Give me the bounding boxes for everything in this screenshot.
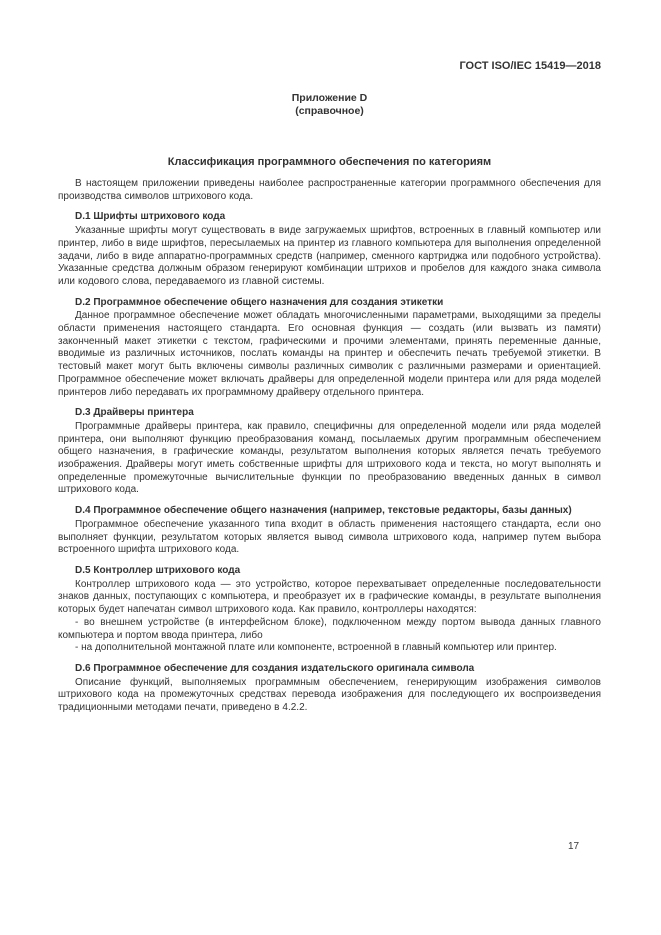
section-d5-heading: D.5 Контроллер штрихового кода (75, 564, 241, 576)
section-d5-list-item: - на дополнительной монтажной плате или компоненте, встроенной в главный компьютер или принтер. (75, 642, 557, 654)
section-d2-heading: D.2 Программное обеспечение общего назначения для создания этикетки (75, 296, 444, 308)
section-d6 (58, 663, 601, 715)
section-d6-paragraph: Описание функций, выполняемых программным обеспечением, генерирующим изображения символов штрихового кода на промежуточных средствах перевода изображения для последующего их воспроизведения традиционными методами печати, приведено в 4.2.2. (58, 676, 601, 714)
section-d2-paragraph: Данное программное обеспечение может обладать многочисленными параметрами, выходящими за пределы области применения настоящего стандарта. Его основная функция — создать (или вызвать из памяти) законченный макет этикетки с текстом, графическими и прочими элементами, принять переменные данные, вводимые из различных источников, послать команды на принтер и обеспечить печать требуемой этикетки. В тестовый макет могут быть включены символы различных символик с различными размерами и ориентацией. Программное обеспечение может включать драйверы для определенной модели принтера или для ряда моделей принтеров либо передавать их программному драйверу отдельного принтера. (58, 310, 601, 398)
standard-designation: ГОСТ ISO/IEC 15419—2018 (459, 60, 601, 72)
page-title: Классификация программного обеспечения по категориям (167, 156, 492, 168)
annex-label: Приложение D (291, 92, 368, 104)
section-d3-heading: D.3 Драйверы принтера (75, 407, 194, 419)
page-number: 17 (568, 841, 580, 852)
section-d5-paragraph: Контроллер штрихового кода — это устройство, которое перехватывает определенные последовательности знаков данных, поступающих с компьютера, и преобразует их в графические команды, в результате выполнения которых будет напечатан символ штрихового кода. Как правило, контроллеры находятся: (58, 578, 601, 616)
annex-heading (58, 92, 601, 118)
section-d2 (58, 297, 601, 400)
section-d1-heading: D.1 Шрифты штрихового кода (75, 211, 226, 223)
section-d5 (58, 565, 601, 655)
section-d4 (58, 505, 601, 557)
annex-type: (справочное) (295, 105, 364, 117)
section-d5-list-item: - во внешнем устройстве (в интерфейсном блоке), подключенном между портом вывода данных главного компьютера и портом ввода принтера, либо (58, 616, 601, 641)
section-d3 (58, 407, 601, 497)
document-header (58, 60, 601, 73)
section-d1 (58, 211, 601, 288)
section-d1-paragraph: Указанные шрифты могут существовать в виде загружаемых шрифтов, встроенных в главный компьютер или принтер, либо в виде шрифтов, пересылаемых на принтер из главного компьютера для выполнения определенной задачи, либо в виде аппаратно-программных средств (например, сменного картриджа или подобного устройства). Указанные средства должным образом генерируют комбинации штрихов и пробелов для каждого знака символа или кодового слова, передаваемого из главной системы. (58, 225, 601, 287)
section-d3-paragraph: Программные драйверы принтера, как правило, специфичны для определенной модели или ряда моделей принтера, они выполняют функцию преобразования команд, посылаемых другим программным обеспечением общего назначения, в графические команды, результатом выполнения которых является печать требуемого изображения. Драйверы могут иметь собственные шрифты для штрихового кода и текста, но могут выполнять и определенные промежуточные вычислительные функции по преобразованию введенных данных в символ штрихового кода. (58, 420, 601, 496)
section-d4-paragraph: Программное обеспечение указанного типа входит в область применения настоящего стандарта, если оно выполняет функции, результатом которых является вывод символа штрихового кода, например путем выбора встроенного шрифта штрихового кода. (58, 518, 601, 556)
section-d4-heading: D.4 Программное обеспечение общего назначения (например, текстовые редакторы, базы данных) (75, 505, 572, 517)
section-d6-heading: D.6 Программное обеспечение для создания издательского оригинала символа (75, 662, 475, 674)
intro-paragraph: В настоящем приложении приведены наиболее распространенные категории программного обеспечения для производства символов штрихового кода. (58, 178, 601, 202)
